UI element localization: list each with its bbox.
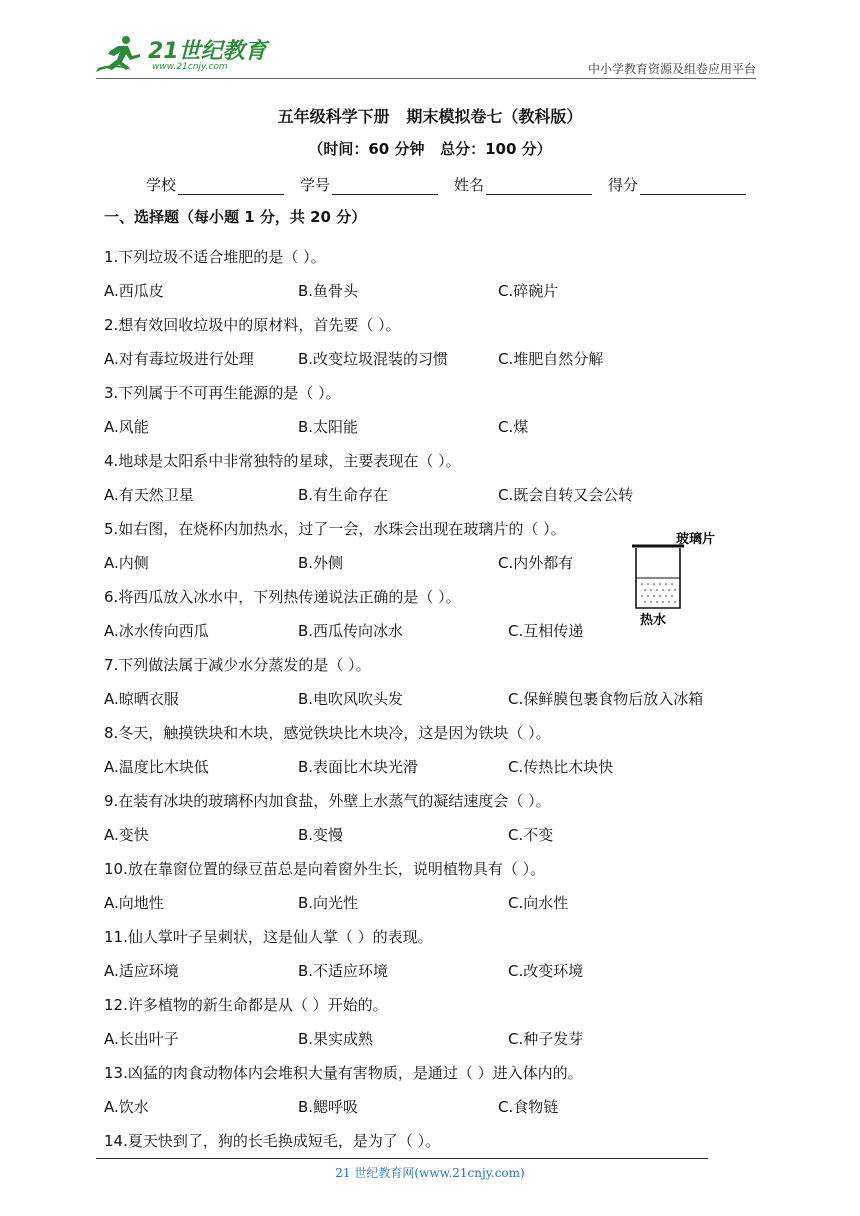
name-label: 姓名 xyxy=(454,176,485,194)
school-label: 学校 xyxy=(146,176,177,194)
question-11: 11.仙人掌叶子呈刺状，这是仙人掌（ ）的表现。 xyxy=(104,928,433,946)
option-c[interactable]: C.煤 xyxy=(498,418,529,436)
logo-text: 21世纪教育 xyxy=(148,39,267,64)
question-12: 12.许多植物的新生命都是从（ ）开始的。 xyxy=(104,996,388,1014)
question-5: 5.如右图，在烧杯内加热水，过了一会，水珠会出现在玻璃片的（ ）。 xyxy=(104,520,566,538)
logo xyxy=(92,34,267,78)
option-b[interactable]: B.电吹风吹头发 xyxy=(298,690,404,708)
options-9 xyxy=(104,818,764,852)
option-c[interactable]: C.保鲜膜包裹食物后放入冰箱 xyxy=(508,690,704,708)
option-a[interactable]: A.适应环境 xyxy=(104,962,179,980)
question-list xyxy=(104,240,764,1158)
option-b[interactable]: B.外侧 xyxy=(298,554,344,572)
school-blank[interactable] xyxy=(178,178,284,195)
question-3: 3.下列属于不可再生能源的是（ ）。 xyxy=(104,384,341,402)
number-blank[interactable] xyxy=(332,178,438,195)
section-heading: 一、选择题（每小题 1 分，共 20 分） xyxy=(104,208,367,226)
option-c[interactable]: C.内外都有 xyxy=(498,554,574,572)
option-c[interactable]: C.改变环境 xyxy=(508,962,584,980)
question-14: 14.夏天快到了，狗的长毛换成短毛，是为了（ ）。 xyxy=(104,1132,441,1150)
option-a[interactable]: A.变快 xyxy=(104,826,149,844)
question-2: 2.想有效回收垃圾中的原材料，首先要（ ）。 xyxy=(104,316,401,334)
option-b[interactable]: B.表面比木块光滑 xyxy=(298,758,419,776)
options-7 xyxy=(104,682,764,716)
options-13 xyxy=(104,1090,764,1124)
header-divider xyxy=(96,78,756,79)
question-8: 8.冬天，触摸铁块和木块，感觉铁块比木块冷，这是因为铁块（ ）。 xyxy=(104,724,551,742)
question-13: 13.凶猛的肉食动物体内会堆积大量有害物质，是通过（ ）进入体内的。 xyxy=(104,1064,583,1082)
option-c[interactable]: C.向水性 xyxy=(508,894,569,912)
option-a[interactable]: A.冰水传向西瓜 xyxy=(104,622,209,640)
question-7: 7.下列做法属于减少水分蒸发的是（ ）。 xyxy=(104,656,371,674)
exam-info: （时间：60 分钟 总分：100 分） xyxy=(308,140,552,158)
option-c[interactable]: C.不变 xyxy=(508,826,554,844)
question-1: 1.下列垃圾不适合堆肥的是（ ）。 xyxy=(104,248,326,266)
option-b[interactable]: B.太阳能 xyxy=(298,418,359,436)
score-field[interactable] xyxy=(608,174,746,195)
beaker-figure xyxy=(620,530,760,630)
option-b[interactable]: B.果实成熟 xyxy=(298,1030,374,1048)
options-11 xyxy=(104,954,764,988)
option-c[interactable]: C.食物链 xyxy=(498,1098,559,1116)
page-title: 五年级科学下册 期末模拟卷七（教科版） xyxy=(277,107,583,126)
runner-icon xyxy=(92,34,148,78)
option-b[interactable]: B.有生命存在 xyxy=(298,486,389,504)
options-8 xyxy=(104,750,764,784)
option-c[interactable]: C.种子发芽 xyxy=(508,1030,584,1048)
footer-text: 21 世纪教育网(www.21cnjy.com) xyxy=(335,1166,525,1180)
option-b[interactable]: B.鱼骨头 xyxy=(298,282,359,300)
question-4: 4.地球是太阳系中非常独特的星球，主要表现在（ ）。 xyxy=(104,452,461,470)
glass-plate-label: 玻璃片 xyxy=(676,532,716,547)
option-c[interactable]: C.碎碗片 xyxy=(498,282,559,300)
option-b[interactable]: B.变慢 xyxy=(298,826,344,844)
option-c[interactable]: C.既会自转又会公转 xyxy=(498,486,634,504)
options-3 xyxy=(104,410,764,444)
platform-name: 中小学教育资源及组卷应用平台 xyxy=(587,62,756,76)
name-blank[interactable] xyxy=(486,178,592,195)
options-12 xyxy=(104,1022,764,1056)
school-field[interactable] xyxy=(146,174,284,195)
score-label: 得分 xyxy=(608,176,639,194)
option-b[interactable]: B.鳃呼吸 xyxy=(298,1098,359,1116)
options-10 xyxy=(104,886,764,920)
option-a[interactable]: A.温度比木块低 xyxy=(104,758,209,776)
option-a[interactable]: A.有天然卫星 xyxy=(104,486,194,504)
option-a[interactable]: A.风能 xyxy=(104,418,149,436)
question-6: 6.将西瓜放入冰水中，下列热传递说法正确的是（ ）。 xyxy=(104,588,461,606)
number-label: 学号 xyxy=(300,176,331,194)
option-a[interactable]: A.晾晒衣服 xyxy=(104,690,179,708)
student-info-row xyxy=(146,174,746,195)
option-a[interactable]: A.内侧 xyxy=(104,554,149,572)
option-b[interactable]: B.西瓜传向冰水 xyxy=(298,622,404,640)
option-b[interactable]: B.改变垃圾混装的习惯 xyxy=(298,350,449,368)
options-4 xyxy=(104,478,764,512)
logo-url: www.21cnjy.com xyxy=(152,62,228,72)
name-field[interactable] xyxy=(454,174,592,195)
option-b[interactable]: B.不适应环境 xyxy=(298,962,389,980)
hot-water-label: 热水 xyxy=(640,613,667,628)
score-blank[interactable] xyxy=(640,178,746,195)
option-b[interactable]: B.向光性 xyxy=(298,894,359,912)
option-a[interactable]: A.对有毒垃圾进行处理 xyxy=(104,350,254,368)
question-9: 9.在装有冰块的玻璃杯内加食盐，外壁上水蒸气的凝结速度会（ ）。 xyxy=(104,792,551,810)
option-a[interactable]: A.长出叶子 xyxy=(104,1030,179,1048)
footer-divider xyxy=(96,1158,708,1159)
option-c[interactable]: C.传热比木块快 xyxy=(508,758,614,776)
question-10: 10.放在靠窗位置的绿豆苗总是向着窗外生长，说明植物具有（ ）。 xyxy=(104,860,546,878)
options-2 xyxy=(104,342,764,376)
number-field[interactable] xyxy=(300,174,438,195)
option-a[interactable]: A.西瓜皮 xyxy=(104,282,164,300)
option-a[interactable]: A.向地性 xyxy=(104,894,164,912)
option-c[interactable]: C.堆肥自然分解 xyxy=(498,350,604,368)
option-a[interactable]: A.饮水 xyxy=(104,1098,149,1116)
options-1 xyxy=(104,274,764,308)
option-c[interactable]: C.互相传递 xyxy=(508,622,584,640)
page-header xyxy=(0,0,860,80)
